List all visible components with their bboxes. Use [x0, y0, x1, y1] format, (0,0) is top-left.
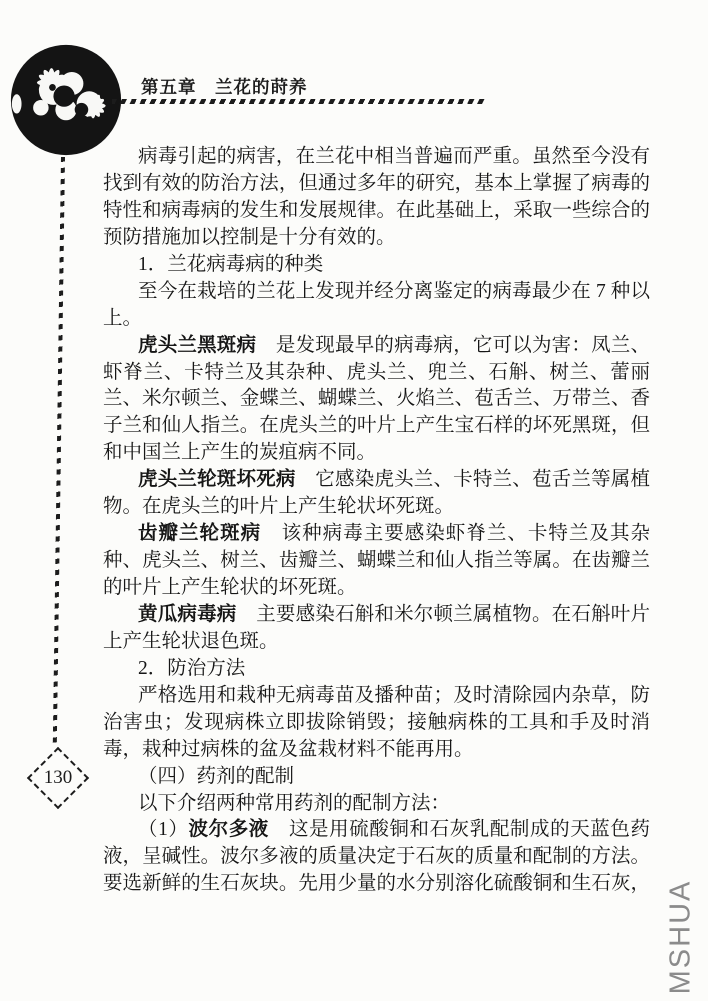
text-line: 兰、米尔顿兰、金蝶兰、蝴蝶兰、火焰兰、苞舌兰、万带兰、香 — [103, 388, 650, 410]
text-line: 物。在虎头兰的叶片上产生轮状坏死斑。 — [103, 496, 455, 518]
page-number: 130 — [43, 767, 73, 788]
text-line: 种、虎头兰、树兰、齿瓣兰、蝴蝶兰和仙人指兰等属。在齿瓣兰 — [103, 550, 650, 572]
text-line: 和中国兰上产生的炭疽病不同。 — [103, 442, 377, 464]
text-line: 要选新鲜的生石灰块。先用少量的水分别溶化硫酸铜和生石灰， — [103, 873, 650, 895]
text-line: 虎头兰轮斑坏死病 它感染虎头兰、卡特兰、苞舌兰等属植 — [138, 469, 650, 491]
text-line: 毒，栽种过病株的盆及盆栽材料不能再用。 — [103, 738, 474, 760]
text-line: 子兰和仙人指兰。在虎头兰的叶片上产生宝石样的坏死黑斑，但 — [103, 415, 650, 437]
text-line: 上。 — [103, 307, 143, 329]
text-line: 以下介绍两种常用药剂的配制方法： — [138, 792, 451, 814]
page-number-badge — [27, 747, 89, 809]
flower-logo-icon — [8, 42, 124, 158]
text-line: 液，呈碱性。波尔多液的质量决定于石灰的质量和配制的方法。 — [103, 846, 650, 868]
header-dashed-rule — [112, 99, 487, 104]
text-line: 上产生轮状退色斑。 — [103, 630, 279, 652]
text-line: 2．防治方法 — [138, 657, 246, 679]
text-line: 严格选用和栽种无病毒苗及播种苗；及时清除园内杂草，防 — [138, 684, 650, 706]
text-line: （1）波尔多液 这是用硫酸铜和石灰乳配制成的天蓝色药 — [138, 819, 650, 841]
body-text — [103, 144, 650, 898]
text-line: 1．兰花病毒病的种类 — [138, 253, 324, 275]
text-line: 找到有效的防治方法，但通过多年的研究，基本上掌握了病毒的 — [103, 172, 650, 194]
text-line: 虎头兰黑斑病 是发现最早的病毒病，它可以为害：凤兰、 — [138, 334, 650, 356]
text-line: 黄瓜病毒病 主要感染石斛和米尔顿兰属植物。在石斛叶片 — [138, 603, 650, 625]
text-line: 治害虫；发现病株立即拔除销毁；接触病株的工具和手及时消 — [103, 711, 650, 733]
text-line: （四）药剂的配制 — [138, 765, 295, 787]
chapter-header-title: 第五章 兰花的莳养 — [141, 77, 308, 97]
text-line: 的叶片上产生轮状的坏死斑。 — [103, 577, 357, 598]
text-line: 病毒引起的病害，在兰花中相当普遍而严重。虽然至今没有 — [138, 146, 650, 167]
text-line: 虾脊兰、卡特兰及其杂种、虎头兰、兜兰、石斛、树兰、蕾丽 — [103, 361, 650, 383]
text-line: 至今在栽培的兰花上发现并经分离鉴定的病毒最少在 7 种以 — [138, 280, 650, 302]
text-line: 齿瓣兰轮斑病 该种病毒主要感染虾脊兰、卡特兰及其杂 — [138, 523, 650, 545]
text-line: 特性和病毒病的发生和发展规律。在此基础上，采取一些综合的 — [103, 199, 650, 221]
watermark-text: MSHUA — [664, 879, 697, 995]
text-line: 预防措施加以控制是十分有效的。 — [103, 226, 396, 248]
left-dashed-rule — [53, 157, 65, 748]
